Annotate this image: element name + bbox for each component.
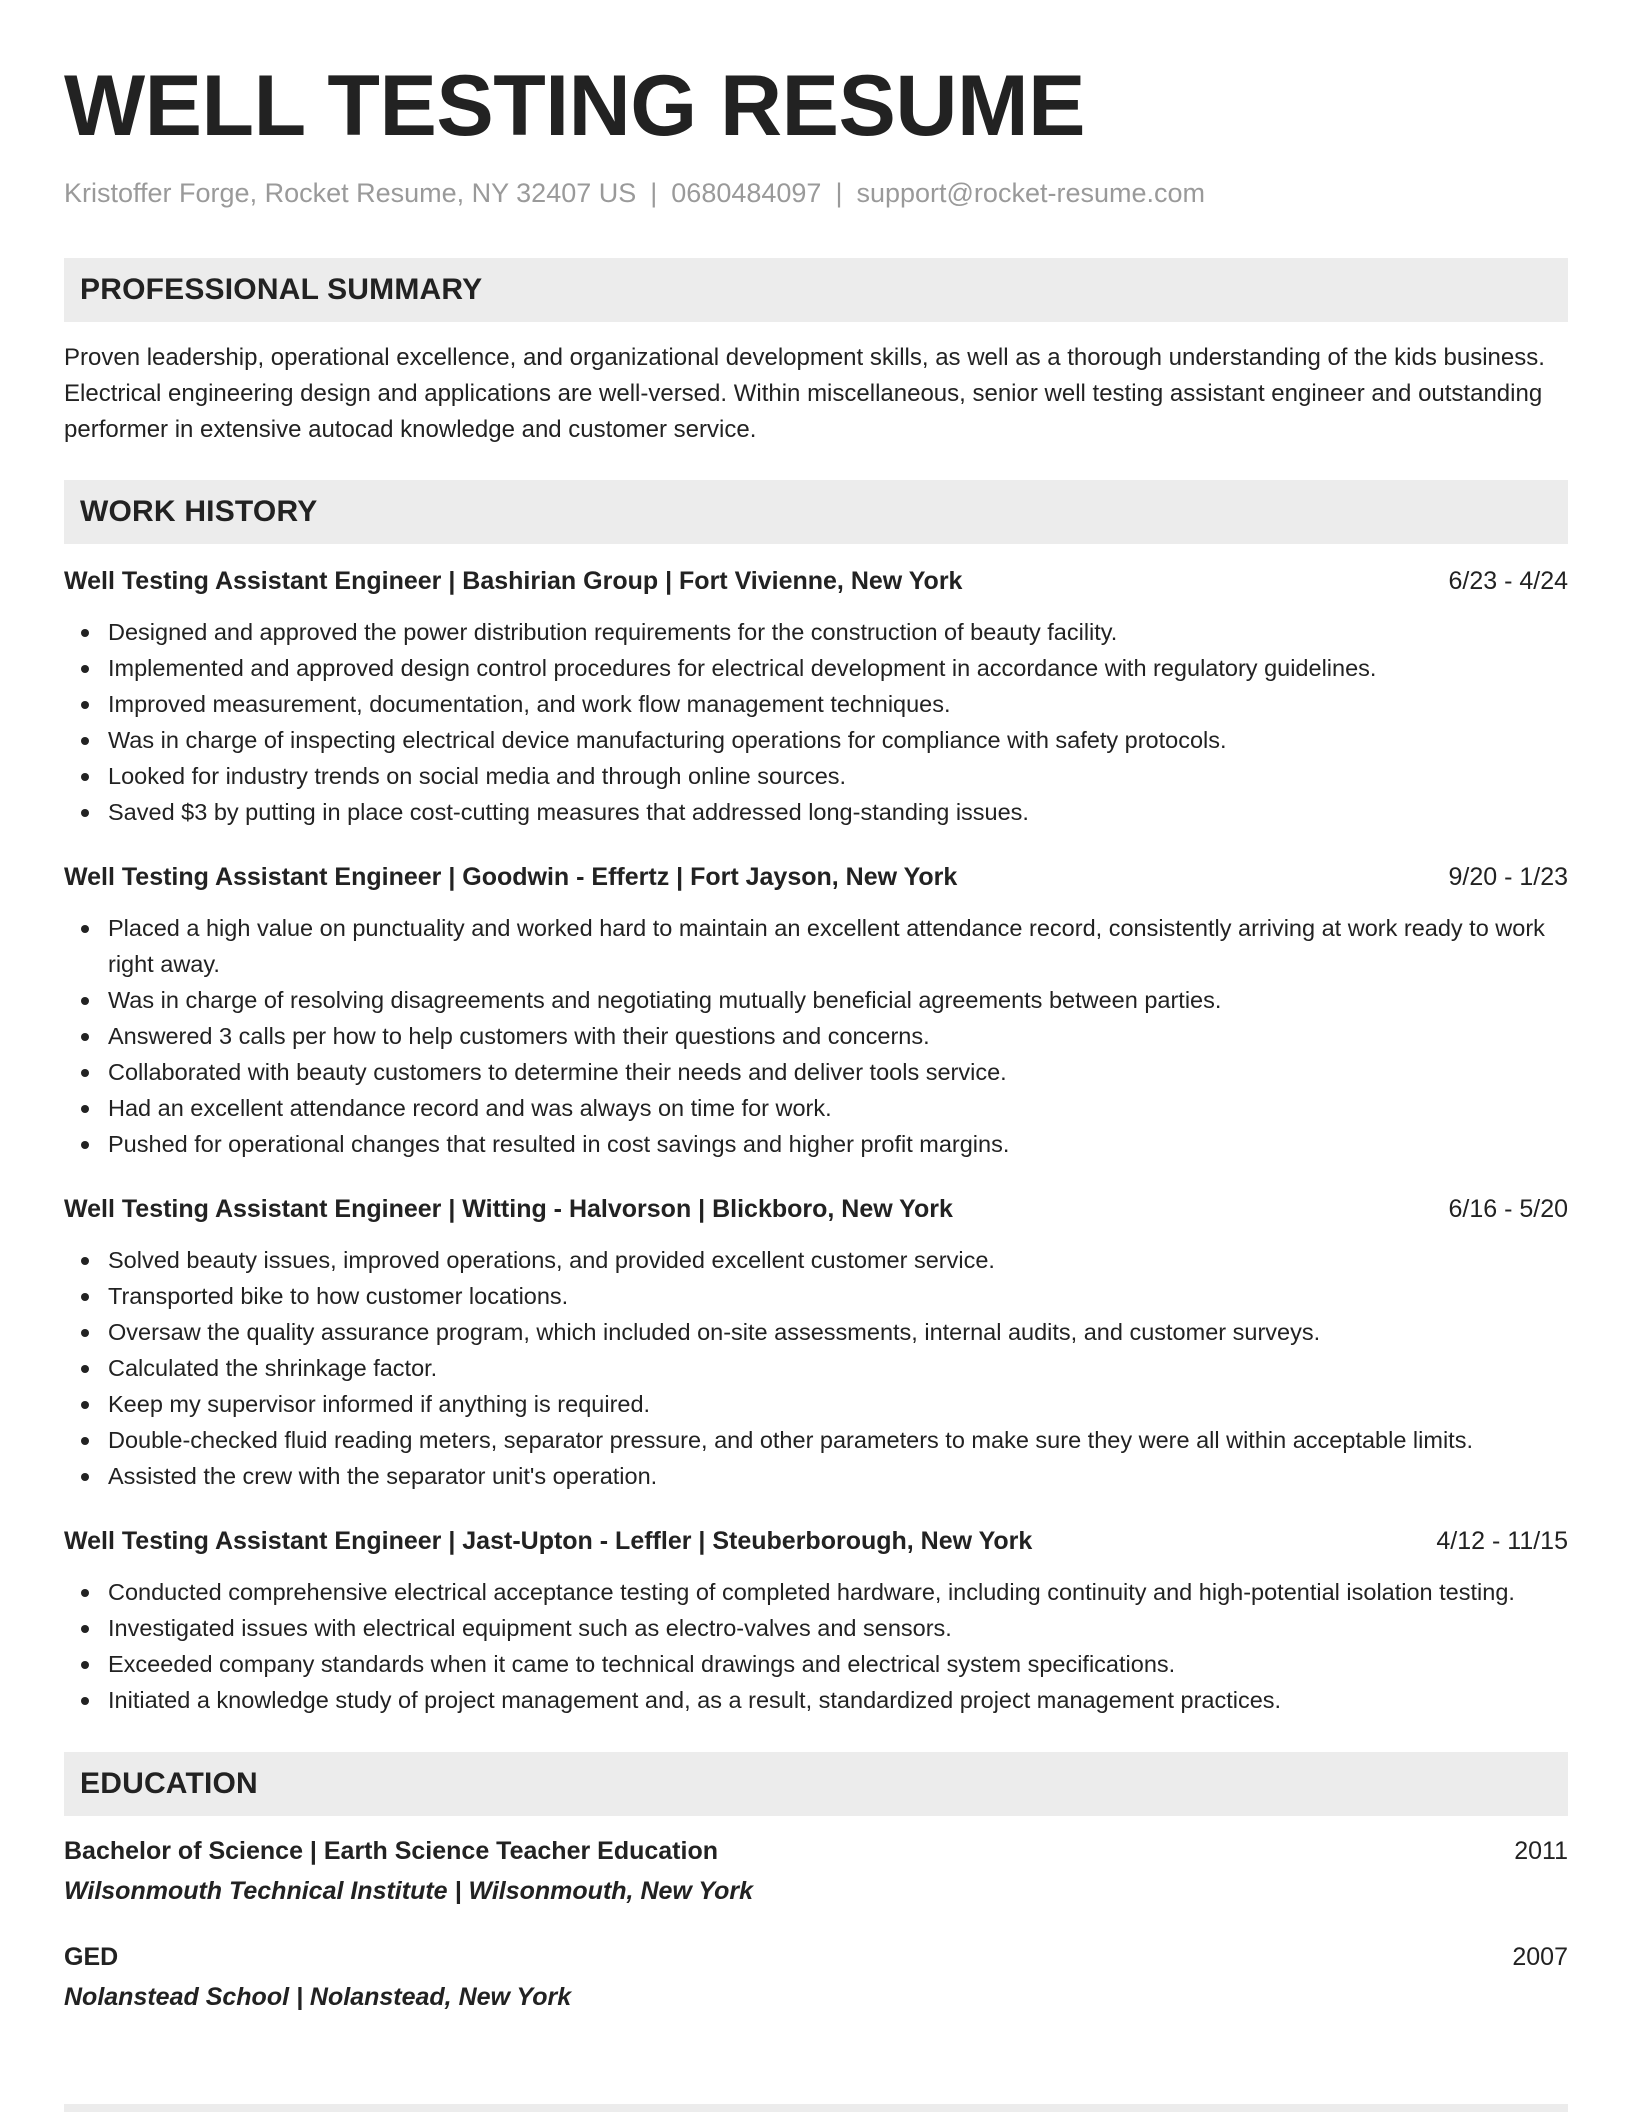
job-bullet: Designed and approved the power distribution requirements for the construction of beauty facility. [64,614,1568,650]
job-bullet: Was in charge of inspecting electrical device manufacturing operations for compliance with safety protocols. [64,722,1568,758]
education-list [64,1834,1568,2014]
job-header [64,860,1568,894]
job-bullet: Saved $3 by putting in place cost-cutting measures that addressed long-standing issues. [64,794,1568,830]
job-title: Well Testing Assistant Engineer | Witting - Halvorson | Blickboro, New York [64,1195,953,1223]
summary-heading: PROFESSIONAL SUMMARY [64,258,1568,322]
summary-text: Proven leadership, operational excellence, and organizational development skills, as well as a thorough understanding of the kids business. Electrical engineering design and applications are well-versed. Within miscellaneous, senior well testing assistant engineer and outstanding performer in extensive autocad knowledge and customer service. [64,344,1545,443]
job-header [64,564,1568,598]
education-school: Wilsonmouth Technical Institute | Wilsonmouth, New York [64,1877,753,1905]
education-degree: GED [64,1943,119,1971]
education-header [64,1940,1568,1974]
education-entry [64,1834,1568,1908]
job-bullet: Improved measurement, documentation, and work flow management techniques. [64,686,1568,722]
job-bullets [64,614,1568,830]
job-bullet: Looked for industry trends on social media and through online sources. [64,758,1568,794]
bottom-divider [64,2104,1568,2112]
job-bullet: Had an excellent attendance record and was always on time for work. [64,1090,1568,1126]
job-bullet: Transported bike to how customer locations. [64,1278,1568,1314]
job-bullets [64,910,1568,1162]
education-heading: EDUCATION [64,1752,1568,1816]
job-bullet: Implemented and approved design control procedures for electrical development in accordance with regulatory guidelines. [64,650,1568,686]
job-entry [64,860,1568,1162]
contact-email: support@rocket-resume.com [856,178,1205,208]
contact-address: Kristoffer Forge, Rocket Resume, NY 32407 US [64,178,637,208]
job-bullet: Pushed for operational changes that resulted in cost savings and higher profit margins. [64,1126,1568,1162]
job-bullet: Conducted comprehensive electrical acceptance testing of completed hardware, including continuity and high-potential isolation testing. [64,1574,1568,1610]
job-bullet: Solved beauty issues, improved operations, and provided excellent customer service. [64,1242,1568,1278]
resume-title: WELL TESTING RESUME [64,58,1085,154]
work-history-heading: WORK HISTORY [64,480,1568,544]
work-history-list [64,564,1568,1718]
job-bullet: Collaborated with beauty customers to determine their needs and deliver tools service. [64,1054,1568,1090]
job-dates: 4/12 - 11/15 [1436,1527,1568,1555]
job-entry [64,1524,1568,1718]
job-bullet: Placed a high value on punctuality and worked hard to maintain an excellent attendance record, consistently arriving at work ready to work right away. [64,910,1568,982]
job-header [64,1192,1568,1226]
job-bullet: Assisted the crew with the separator unit's operation. [64,1458,1568,1494]
education-entry [64,1940,1568,2014]
job-bullet: Exceeded company standards when it came to technical drawings and electrical system specifications. [64,1646,1568,1682]
education-year: 2011 [1514,1837,1568,1865]
job-dates: 6/16 - 5/20 [1448,1195,1568,1223]
job-title: Well Testing Assistant Engineer | Bashirian Group | Fort Vivienne, New York [64,567,963,595]
job-bullets [64,1242,1568,1494]
contact-line [64,176,1568,210]
job-bullet: Answered 3 calls per how to help customers with their questions and concerns. [64,1018,1568,1054]
job-dates: 6/23 - 4/24 [1448,567,1568,595]
job-bullet: Initiated a knowledge study of project management and, as a result, standardized project management practices. [64,1682,1568,1718]
job-bullets [64,1574,1568,1718]
job-bullet: Investigated issues with electrical equipment such as electro-valves and sensors. [64,1610,1568,1646]
contact-separator: | [835,178,843,208]
contact-separator: | [650,178,658,208]
education-year: 2007 [1512,1943,1568,1971]
job-bullet: Double-checked fluid reading meters, separator pressure, and other parameters to make sure they were all within acceptable limits. [64,1422,1568,1458]
education-header [64,1834,1568,1868]
job-bullet: Calculated the shrinkage factor. [64,1350,1568,1386]
job-entry [64,1192,1568,1494]
education-school: Nolanstead School | Nolanstead, New York [64,1983,572,2011]
job-entry [64,564,1568,830]
job-bullet: Was in charge of resolving disagreements and negotiating mutually beneficial agreements between parties. [64,982,1568,1018]
job-bullet: Keep my supervisor informed if anything is required. [64,1386,1568,1422]
job-title: Well Testing Assistant Engineer | Jast-Upton - Leffler | Steuberborough, New York [64,1527,1033,1555]
education-degree: Bachelor of Science | Earth Science Teacher Education [64,1837,718,1865]
contact-phone: 0680484097 [671,178,822,208]
job-header [64,1524,1568,1558]
job-bullet: Oversaw the quality assurance program, which included on-site assessments, internal audits, and customer surveys. [64,1314,1568,1350]
resume-page [64,0,1568,2014]
job-dates: 9/20 - 1/23 [1448,863,1568,891]
job-title: Well Testing Assistant Engineer | Goodwin - Effertz | Fort Jayson, New York [64,863,958,891]
